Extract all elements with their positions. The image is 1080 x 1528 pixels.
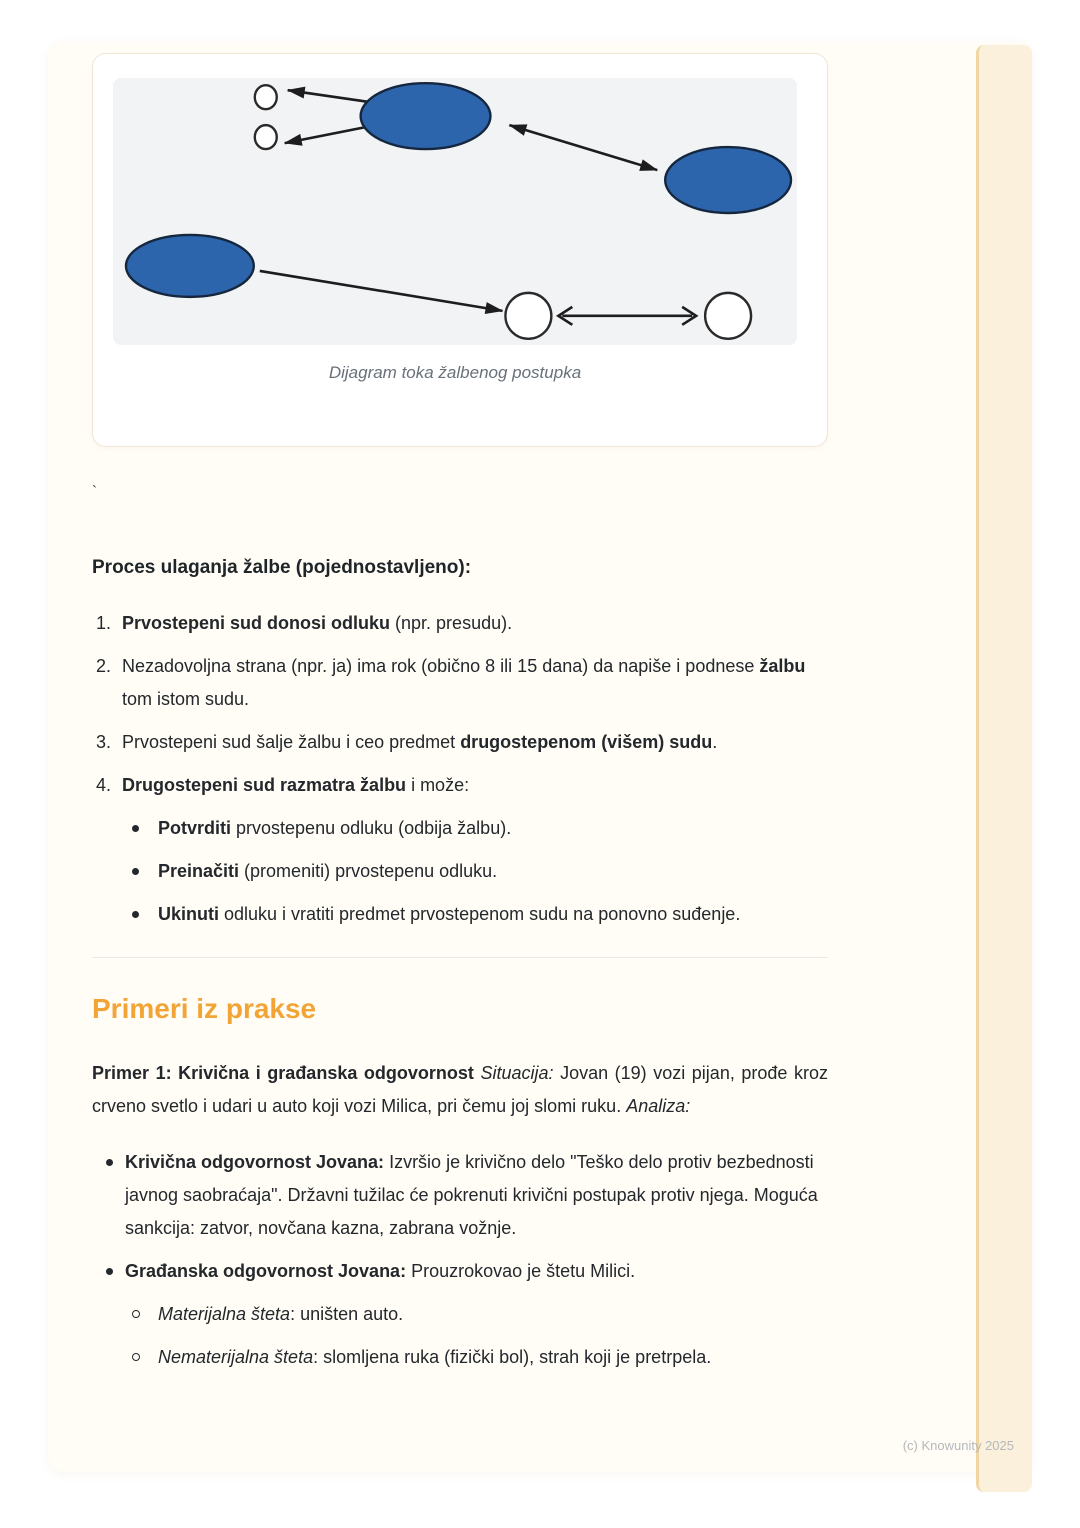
text-segment: Materijalna šteta bbox=[158, 1304, 291, 1324]
arrow bbox=[260, 271, 503, 311]
text-segment: Situacija: bbox=[480, 1063, 554, 1083]
text-segment: Građanska odgovornost Jovana: bbox=[125, 1261, 407, 1281]
text-segment: Analiza: bbox=[626, 1096, 691, 1116]
right-accent-panel bbox=[976, 45, 1032, 1492]
list-item bbox=[92, 898, 828, 931]
list-marker: 2. bbox=[96, 656, 112, 676]
watermark: (c) Knowunity 2025 bbox=[902, 1438, 1014, 1453]
text-segment: Nematerijalna šteta bbox=[158, 1347, 314, 1367]
list-marker bbox=[132, 855, 158, 888]
ellipse-node bbox=[126, 235, 254, 297]
list-item bbox=[92, 1298, 828, 1331]
list-item-text bbox=[122, 607, 828, 640]
list-marker: 4. bbox=[96, 775, 112, 795]
list-item bbox=[92, 855, 828, 888]
ellipse-node bbox=[665, 147, 791, 213]
text-segment: Ukinuti bbox=[158, 904, 219, 924]
list-item-text bbox=[122, 650, 828, 716]
list-item-text bbox=[158, 1341, 828, 1374]
list-item bbox=[92, 650, 828, 716]
text-segment: i može: bbox=[406, 775, 470, 795]
list-marker bbox=[132, 1298, 158, 1331]
circle-bullet-icon bbox=[132, 1353, 140, 1361]
text-segment: Krivična odgovornost Jovana: bbox=[125, 1152, 385, 1172]
arrow bbox=[285, 127, 366, 143]
figure-card bbox=[92, 53, 828, 447]
small-circle-node bbox=[255, 85, 277, 109]
list-item bbox=[92, 1341, 828, 1374]
text-segment: žalbu bbox=[759, 656, 806, 676]
text-segment: Prvostepeni sud šalje žalbu i ceo predmet bbox=[122, 732, 461, 752]
text-segment: : slomljena ruka (fizički bol), strah koji je pretrpela. bbox=[313, 1347, 712, 1367]
list-marker bbox=[92, 1255, 125, 1288]
numbered-item bbox=[92, 726, 828, 759]
text-segment: . bbox=[712, 732, 718, 752]
list-marker bbox=[92, 1146, 125, 1245]
list-marker bbox=[132, 812, 158, 845]
text-segment: drugostepenom (višem) sudu bbox=[460, 732, 713, 752]
list-marker: 3. bbox=[96, 732, 112, 752]
circle-node bbox=[505, 293, 551, 339]
text-segment: Drugostepeni sud razmatra žalbu bbox=[122, 775, 407, 795]
sub-list bbox=[92, 1298, 828, 1374]
text-segment: Potvrditi bbox=[158, 818, 232, 838]
sub-list bbox=[92, 812, 828, 931]
text-segment: odluku i vratiti predmet prvostepenom sudu na ponovno suđenje. bbox=[219, 904, 741, 924]
list-item bbox=[92, 726, 828, 759]
text-segment: Prouzrokovao je štetu Milici. bbox=[406, 1261, 636, 1281]
arrow bbox=[288, 90, 371, 102]
process-heading: Proces ulaganja žalbe (pojednostavljeno): bbox=[92, 557, 472, 578]
bullet-list bbox=[92, 1146, 828, 1374]
list-item-text bbox=[158, 812, 828, 845]
list-item-text bbox=[122, 769, 828, 802]
diagram-background bbox=[113, 78, 797, 345]
bullet-icon bbox=[132, 868, 139, 875]
text-segment: (promeniti) prvostepenu odluku. bbox=[239, 861, 498, 881]
bullet-item bbox=[92, 1255, 828, 1374]
list-item-text bbox=[158, 898, 828, 931]
text-segment: Izvršio je krivično delo "Teško delo protiv bezbednosti javnog saobraćaja". Državni tužilac će pokrenuti krivični postupak protiv njega. Moguća sankcija: zatvor, novčana kazna, zabrana vožnje. bbox=[125, 1152, 818, 1238]
list-marker: 1. bbox=[96, 613, 112, 633]
text-segment: Prvostepeni sud donosi odluku bbox=[122, 613, 391, 633]
list-item-text bbox=[122, 726, 828, 759]
double-arrow bbox=[509, 125, 657, 170]
bullet-icon bbox=[106, 1268, 113, 1275]
list-item-text bbox=[125, 1255, 828, 1288]
stray-backtick: ` bbox=[92, 483, 97, 500]
appeal-flow-diagram bbox=[113, 78, 797, 345]
text-segment: (npr. presudu). bbox=[390, 613, 513, 633]
bullet-item bbox=[92, 1146, 828, 1245]
list-marker bbox=[132, 1341, 158, 1374]
text-segment: : uništen auto. bbox=[290, 1304, 404, 1324]
text-segment: Nezadovoljna strana (npr. ja) ima rok (obično 8 ili 15 dana) da napiše i podnese bbox=[122, 656, 760, 676]
example-intro-paragraph bbox=[92, 1057, 828, 1123]
text-segment: Preinačiti bbox=[158, 861, 240, 881]
circle-bullet-icon bbox=[132, 1310, 140, 1318]
list-item-text bbox=[158, 1298, 828, 1331]
list-item-text bbox=[158, 855, 828, 888]
numbered-item bbox=[92, 607, 828, 640]
list-item bbox=[92, 1255, 828, 1288]
list-item bbox=[92, 812, 828, 845]
section-divider bbox=[92, 957, 828, 958]
numbered-item bbox=[92, 650, 828, 716]
list-item bbox=[92, 607, 828, 640]
bullet-icon bbox=[132, 825, 139, 832]
text-segment: tom istom sudu. bbox=[122, 689, 250, 709]
list-item bbox=[92, 769, 828, 802]
numbered-list bbox=[92, 607, 828, 931]
list-item bbox=[92, 1146, 828, 1245]
list-marker bbox=[132, 898, 158, 931]
numbered-item bbox=[92, 769, 828, 931]
circle-node bbox=[705, 293, 751, 339]
ellipse-node bbox=[361, 83, 491, 149]
list-item-text bbox=[125, 1146, 828, 1245]
small-circle-node bbox=[255, 125, 277, 149]
text-segment: Primer 1: Krivična i građanska odgovornost bbox=[92, 1063, 474, 1083]
text-segment: Jovan (19) vozi pijan, prođe kroz crveno svetlo i udari u auto koji vozi Milica, pri čemu joj slomi ruku. bbox=[92, 1063, 828, 1116]
content-column bbox=[92, 53, 828, 1384]
bullet-icon bbox=[106, 1159, 113, 1166]
examples-heading: Primeri iz prakse bbox=[92, 993, 317, 1024]
figure-caption: Dijagram toka žalbenog postupka bbox=[328, 363, 582, 382]
bullet-icon bbox=[132, 911, 139, 918]
text-segment: prvostepenu odluku (odbija žalbu). bbox=[231, 818, 512, 838]
